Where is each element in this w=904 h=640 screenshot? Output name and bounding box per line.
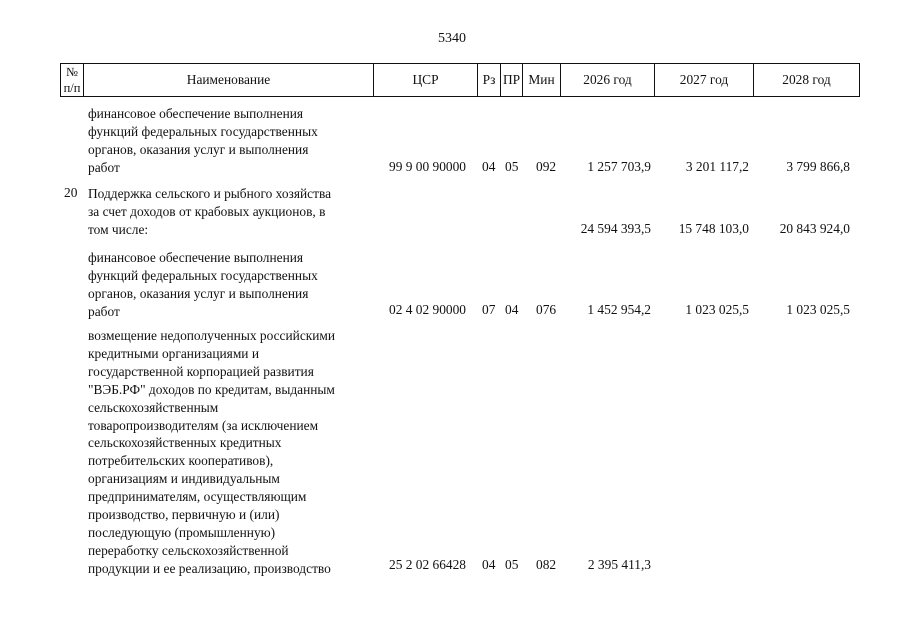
row-value-2026: 1 452 954,2 bbox=[587, 302, 651, 317]
row-value-2027: 3 201 117,2 bbox=[685, 159, 749, 174]
table-row-name bbox=[88, 185, 370, 239]
page-number: 5340 bbox=[438, 31, 466, 46]
row-text-line: работ bbox=[88, 159, 120, 175]
row-pr: 04 bbox=[505, 302, 519, 317]
row-pr: 05 bbox=[505, 159, 519, 174]
row-value-2026: 1 257 703,9 bbox=[587, 159, 651, 174]
row-text-line: товаропроизводителям (за исключением bbox=[88, 417, 319, 433]
row-rz: 07 bbox=[482, 302, 496, 317]
budget-table bbox=[60, 63, 860, 583]
row-text-line: том числе: bbox=[88, 221, 149, 237]
row-csr: 25 2 02 66428 bbox=[389, 557, 466, 572]
row-text-line: последующую (промышленную) bbox=[88, 524, 276, 540]
row-text-line: Поддержка сельского и рыбного хозяйства bbox=[88, 186, 332, 201]
row-value-2027: 15 748 103,0 bbox=[678, 221, 749, 236]
header-pr: ПР bbox=[502, 71, 521, 87]
row-rz: 04 bbox=[482, 159, 496, 174]
row-value-2026: 24 594 393,5 bbox=[580, 221, 651, 236]
row-pr: 05 bbox=[505, 557, 519, 572]
row-text-line: за счет доходов от крабовых аукционов, в bbox=[88, 203, 326, 219]
row-value-2028: 20 843 924,0 bbox=[779, 221, 850, 236]
row-text-line: возмещение недополученных российскими bbox=[88, 328, 336, 343]
row-text-line: продукции и ее реализацию, производство bbox=[88, 560, 331, 576]
row-text-line: государственной корпорацией развития bbox=[88, 363, 314, 379]
header-bottom-border bbox=[60, 96, 860, 97]
table-row-name bbox=[88, 105, 370, 177]
row-text-line: организациям и индивидуальным bbox=[88, 471, 280, 487]
table-row-name bbox=[88, 327, 370, 578]
row-csr: 99 9 00 90000 bbox=[389, 159, 466, 174]
table-row-name bbox=[88, 249, 370, 321]
row-text-line: кредитными организациями и bbox=[88, 345, 259, 361]
row-value-2028: 3 799 866,8 bbox=[786, 159, 850, 174]
row-min: 092 bbox=[536, 159, 557, 174]
row-text-line: сельскохозяйственным bbox=[88, 399, 219, 415]
row-min: 082 bbox=[536, 557, 557, 572]
column-divider bbox=[859, 63, 860, 96]
header-name: Наименование bbox=[186, 71, 271, 87]
row-text-line: финансовое обеспечение выполнения bbox=[88, 106, 304, 121]
row-value-2027: 1 023 025,5 bbox=[685, 302, 749, 317]
header-min: Мин bbox=[528, 71, 555, 87]
row-min: 076 bbox=[536, 302, 557, 317]
row-text-line: "ВЭБ.РФ" доходов по кредитам, выданным bbox=[88, 381, 335, 397]
row-text-line: сельскохозяйственных кредитных bbox=[88, 435, 282, 451]
row-text-line: работ bbox=[88, 303, 120, 319]
row-text-line: органов, оказания услуг и выполнения bbox=[88, 141, 309, 157]
row-rz: 04 bbox=[482, 557, 496, 572]
row-text-line: предпринимателям, осуществляющим bbox=[88, 489, 307, 505]
row-text-line: производство, первичную и (или) bbox=[88, 507, 280, 523]
row-text-line: функций федеральных государственных bbox=[88, 123, 318, 139]
header-csr: ЦСР bbox=[412, 71, 439, 87]
row-value-2026: 2 395 411,3 bbox=[587, 557, 651, 572]
row-text-line: функций федеральных государственных bbox=[88, 267, 318, 283]
row-text-line: переработку сельскохозяйственной bbox=[88, 542, 289, 558]
header-2028: 2028 год bbox=[782, 71, 831, 87]
row-value-2028: 1 023 025,5 bbox=[786, 302, 850, 317]
header-2027: 2027 год bbox=[679, 71, 729, 87]
row-text-line: потребительских кооперативов), bbox=[88, 453, 274, 469]
row-text-line: органов, оказания услуг и выполнения bbox=[88, 285, 309, 301]
row-text-line: финансовое обеспечение выполнения bbox=[88, 250, 304, 265]
header-2026: 2026 год bbox=[583, 71, 632, 87]
row-number: 20 bbox=[64, 185, 78, 200]
header-rz: Рз bbox=[482, 71, 496, 87]
header-num: № п/п bbox=[63, 64, 81, 95]
row-csr: 02 4 02 90000 bbox=[389, 302, 466, 317]
